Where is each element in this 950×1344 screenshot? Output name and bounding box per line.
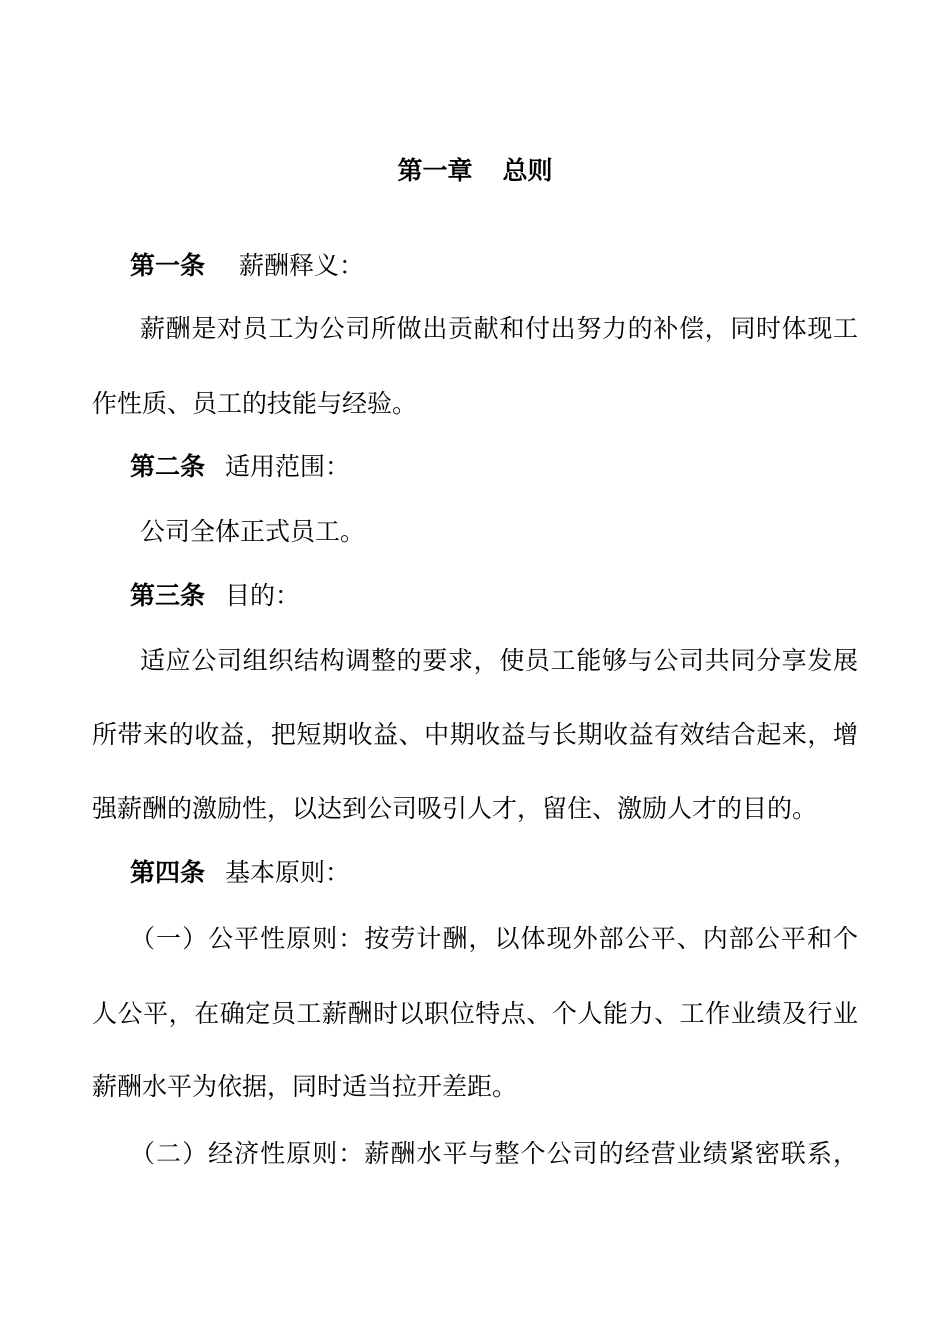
paragraph-line: 作性质、员工的技能与经验。 xyxy=(92,389,418,418)
article-heading-text: 目的： xyxy=(225,581,301,610)
paragraph-line: （一）公平性原则：按劳计酬，以体现外部公平、内部公平和个 xyxy=(130,924,858,953)
paragraph-line: （二）经济性原则：薪酬水平与整个公司的经营业绩紧密联系， xyxy=(130,1139,858,1168)
article-2-heading xyxy=(130,451,858,483)
article-label: 第四条 xyxy=(130,858,206,887)
chapter-name: 总则 xyxy=(502,156,553,185)
article-heading-text: 薪酬释义： xyxy=(239,251,365,280)
chapter-number: 第一章 xyxy=(397,156,473,185)
article-1-heading xyxy=(130,250,858,282)
article-3-heading xyxy=(130,580,858,612)
article-4-heading xyxy=(130,857,858,889)
paragraph-line: 薪酬是对员工为公司所做出贡献和付出努力的补偿，同时体现工 xyxy=(140,314,858,343)
article-label: 第一条 xyxy=(130,251,206,280)
paragraph-line: 适应公司组织结构调整的要求，使员工能够与公司共同分享发展 xyxy=(140,646,858,675)
paragraph-line: 薪酬水平为依据，同时适当拉开差距。 xyxy=(92,1072,518,1101)
chapter-title xyxy=(0,155,950,187)
paragraph-line: 公司全体正式员工。 xyxy=(140,517,366,546)
paragraph-line: 人公平，在确定员工薪酬时以职位特点、个人能力、工作业绩及行业 xyxy=(92,999,858,1028)
article-label: 第二条 xyxy=(130,452,206,481)
article-heading-text: 适用范围： xyxy=(225,452,351,481)
paragraph-line: 所带来的收益，把短期收益、中期收益与长期收益有效结合起来，增 xyxy=(92,720,858,749)
article-label: 第三条 xyxy=(130,581,206,610)
article-heading-text: 基本原则： xyxy=(225,858,351,887)
paragraph-line: 强薪酬的激励性，以达到公司吸引人才，留住、激励人才的目的。 xyxy=(92,794,818,823)
